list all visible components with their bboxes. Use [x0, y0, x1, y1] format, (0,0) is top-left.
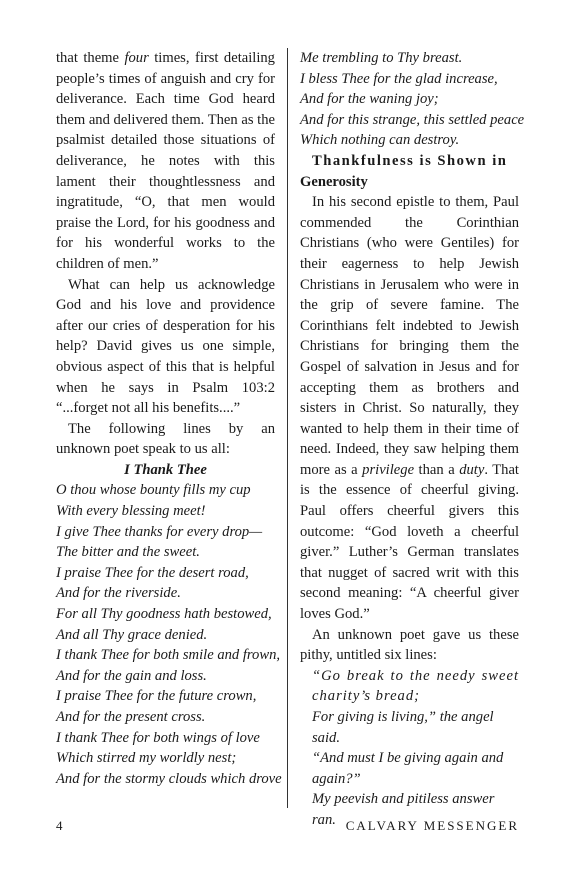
page-number: 4	[56, 818, 63, 833]
paragraph-3: The following lines by an unknown poet speak to us all:	[56, 420, 275, 458]
poem-line: I bless Thee for the glad increase,	[300, 70, 498, 87]
section-heading: Thankfulness is Shown in Generosity	[300, 152, 508, 190]
poem-line: Which stirred my worldly nest;	[56, 750, 237, 767]
poem-line: With every blessing meet!	[56, 503, 206, 520]
poem-line: For giving is living,” the angel said.	[312, 709, 494, 746]
poem-line: Me trembling to Thy breast.	[300, 50, 463, 66]
left-column	[56, 48, 282, 789]
poem-line: My peevish and pitiless answer ran.	[312, 791, 495, 828]
poem-line: I give Thee thanks for every drop—	[56, 523, 263, 540]
poem-i-thank-thee	[56, 480, 282, 789]
column-divider	[287, 48, 288, 808]
paragraph-1: that theme four times, first detailing people’s times of anguish and cry for deliverance. Each time God heard them and delivered them. Then as the psalmist detailed those situations of deliverance, he notes with this lament their thoughtlessness and ingratitude, “O, that men would praise the Lord, for his goodness and for his wonderful works to the children of men.”	[56, 50, 275, 272]
poem-line: And for the present cross.	[56, 709, 206, 725]
paragraph-2: What can help us acknowledge God and his love and providence after our cries of desperation for his help? David gives us one simple, obvious aspect of this that is helpful when he says in Psalm 103:2 “...forget not all his benefits....”	[56, 276, 275, 417]
poem-line: And for this strange, this settled peace	[300, 111, 525, 128]
poem-line: “And must I be giving again and again?”	[312, 750, 504, 787]
poem-line: I praise Thee for the future crown,	[56, 688, 257, 705]
poem-line: I thank Thee for both smile and frown,	[56, 647, 281, 664]
poem-line: And for the riverside.	[56, 585, 181, 602]
poem-title: I Thank Thee	[124, 461, 207, 478]
poem-line: And for the waning joy;	[300, 91, 439, 108]
poem-line: Which nothing can destroy.	[300, 132, 460, 149]
poem-line: And all Thy grace denied.	[56, 626, 208, 643]
poem-line: I thank Thee for both wings of love	[56, 729, 260, 746]
poem-untitled	[300, 666, 519, 831]
poem-line: And for the gain and loss.	[56, 667, 207, 684]
paragraph-5: An unknown poet gave us these pithy, untitled six lines:	[300, 626, 519, 664]
running-footer: CALVARY MESSENGER	[345, 818, 519, 833]
poem-line: I praise Thee for the desert road,	[56, 564, 249, 581]
poem-line: “Go break to the needy sweet charity’s bread;	[312, 667, 519, 705]
poem-continuation	[300, 48, 525, 151]
poem-line: For all Thy goodness hath bestowed,	[56, 606, 272, 623]
poem-line: The bitter and the sweet.	[56, 544, 200, 561]
poem-line: And for the stormy clouds which drove	[56, 770, 282, 787]
right-column	[300, 48, 525, 831]
paragraph-4: In his second epistle to them, Paul commended the Corinthian Christians (who were Gentiles) for their eagerness to help Jewish Christians in Jerusalem who were in the grip of severe famine. The Corinthians felt indebted to Jewish Christians for bringing them the Gospel of salvation in Jesus and for accepting them as brothers and sisters in Christ. So naturally, they wanted to help them in their time of need. Indeed, they saw helping them more as a privilege than a duty. That is the essence of cheerful giving. Paul offers cheerful givers this outcome: “God loveth a cheerful giver.” Luther’s German translates that nugget of sacred writ with this second meaning: “A cheerful giver loves God.”	[300, 194, 519, 623]
poem-line: O thou whose bounty fills my cup	[56, 482, 251, 499]
